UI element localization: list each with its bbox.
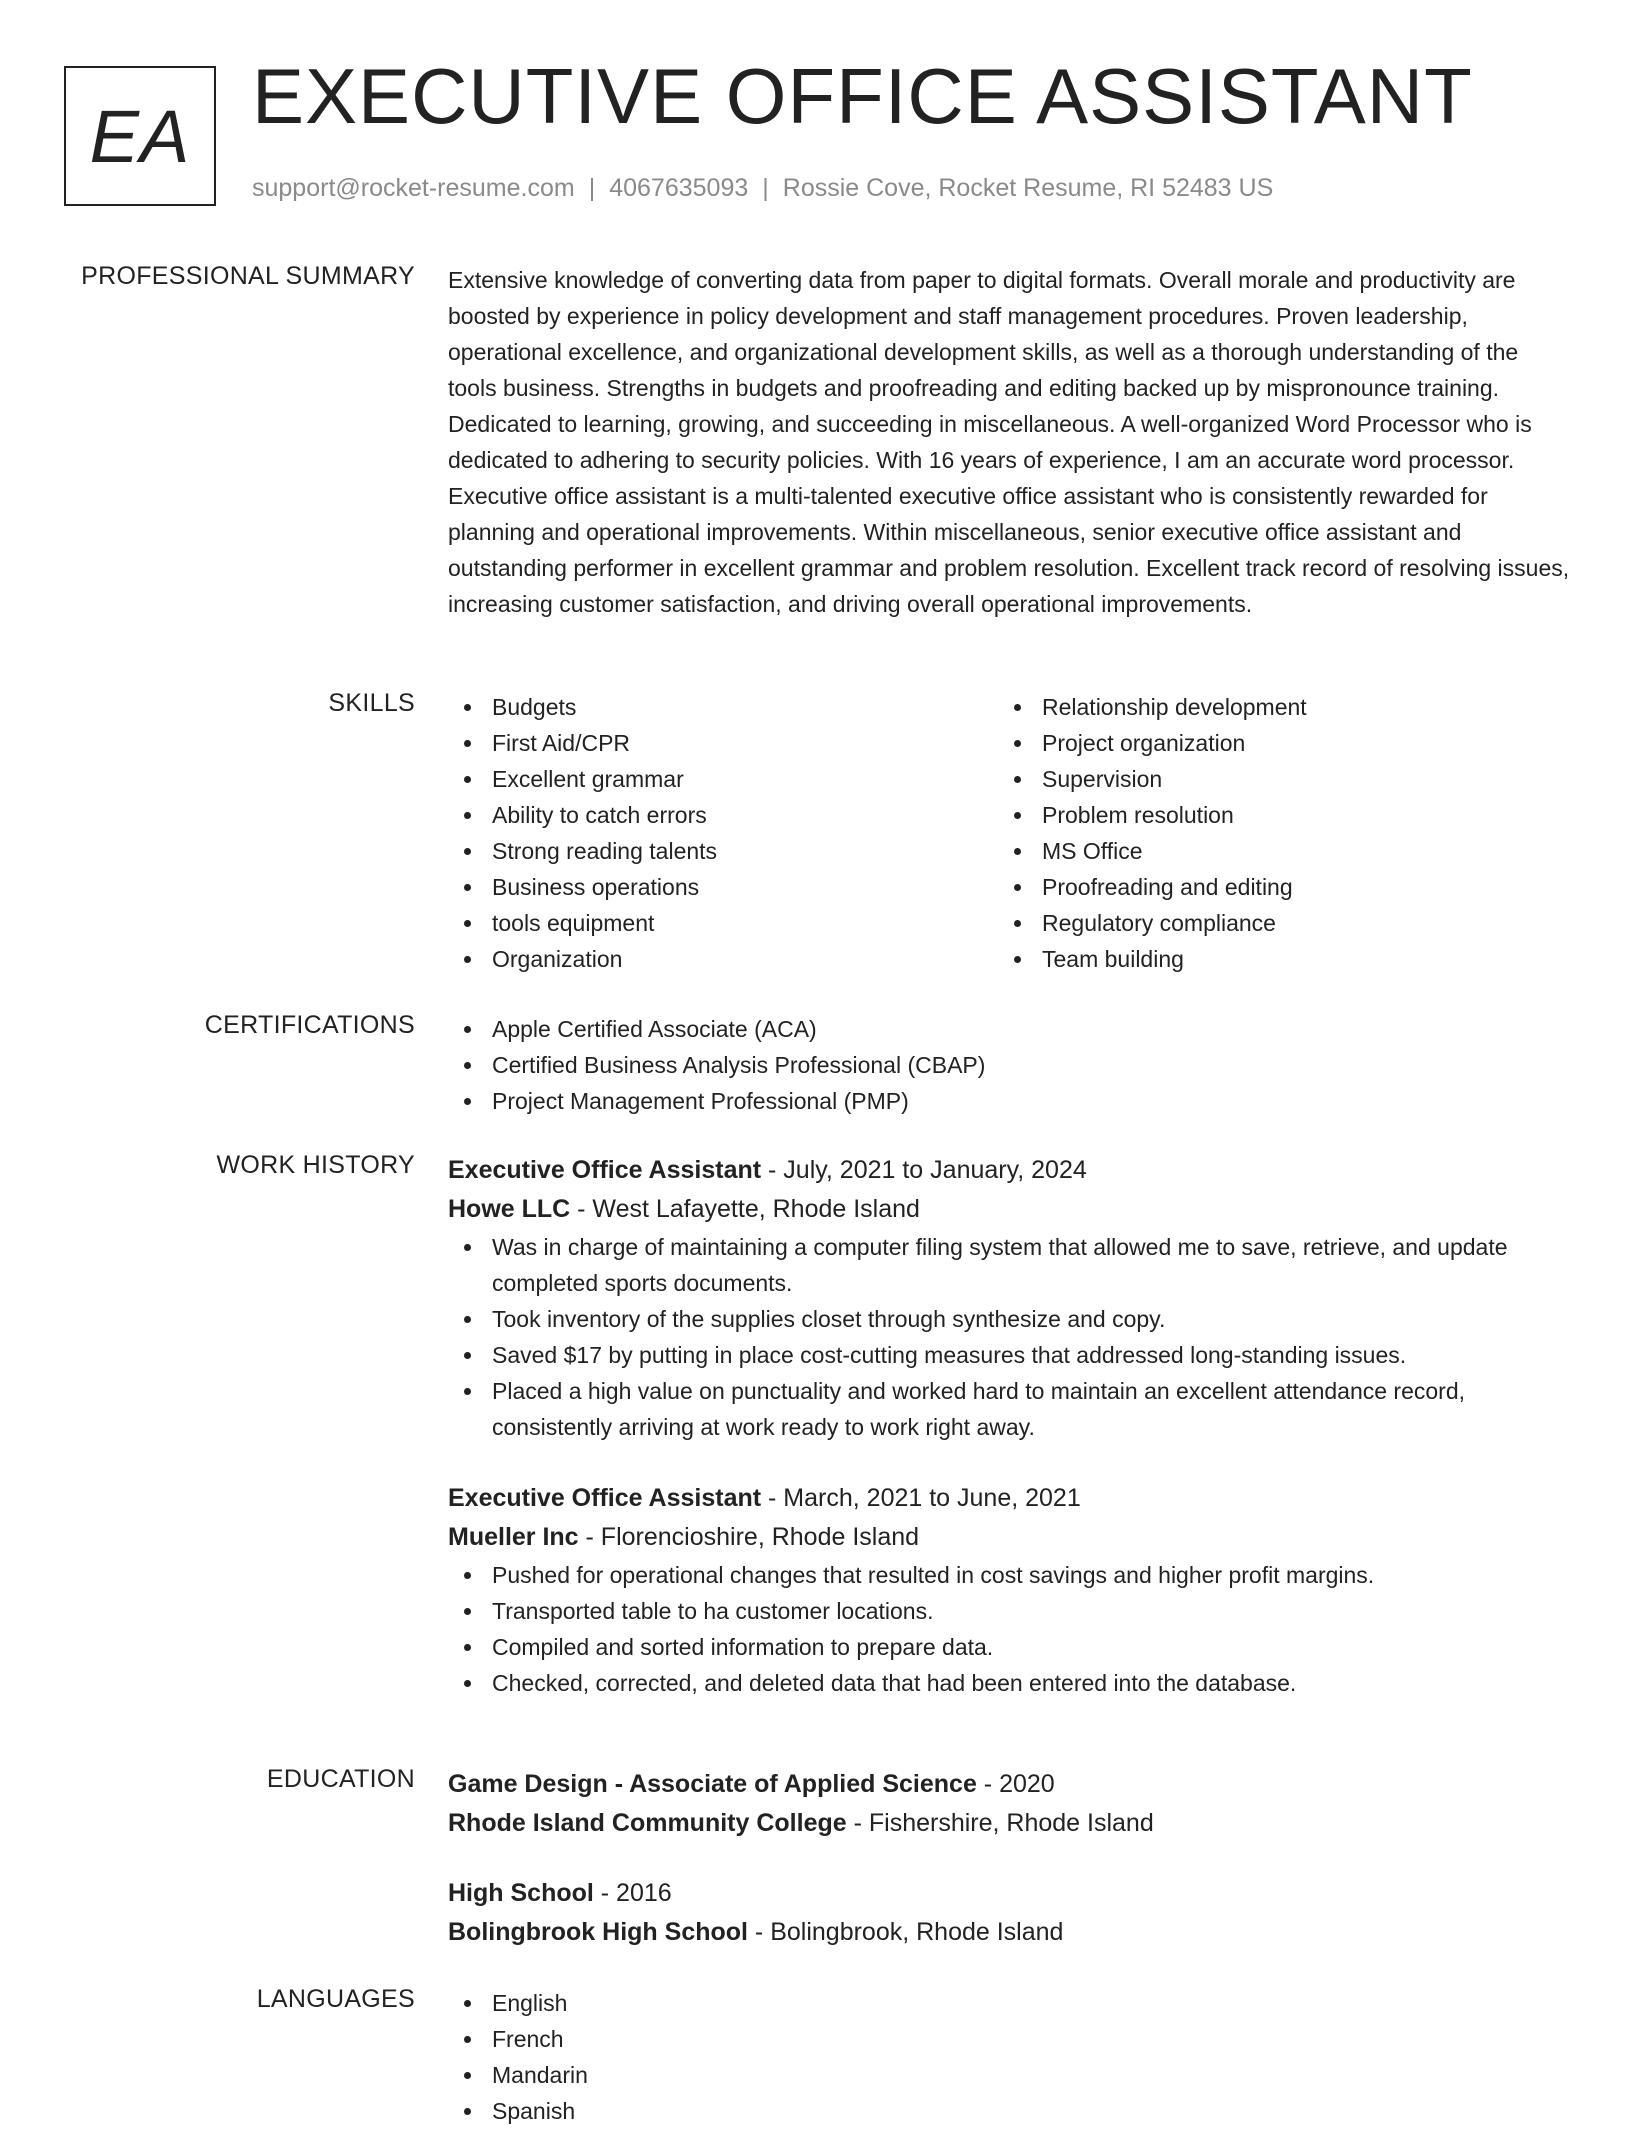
bullet-icon (464, 920, 471, 927)
job-bullets (448, 1229, 1570, 1445)
section-heading: WORK HISTORY (216, 1151, 415, 1179)
school-name: Rhode Island Community College (448, 1809, 847, 1837)
bullet-icon (1014, 884, 1021, 891)
monogram-badge: EA (64, 66, 216, 206)
contact-separator: | (762, 174, 769, 202)
section-heading: SKILLS (328, 689, 415, 717)
school-location: - Bolingbrook, Rhode Island (747, 1918, 1064, 1946)
job-title: Executive Office Assistant (448, 1156, 762, 1184)
job-bullets (448, 1557, 1570, 1701)
job-dates: - July, 2021 to January, 2024 (761, 1156, 1087, 1184)
section-heading: CERTIFICATIONS (204, 1011, 415, 1039)
bullet-icon (464, 1644, 471, 1651)
list-item: Saved $17 by putting in place cost-cutting measures that addressed long-standing issues. (448, 1337, 1570, 1373)
list-item: Budgets (448, 689, 998, 725)
list-item: tools equipment (448, 905, 998, 941)
bullet-icon (464, 1026, 471, 1033)
contact-line (252, 174, 1273, 203)
bullet-icon (464, 884, 471, 891)
certifications-list (448, 1011, 1570, 1119)
bullet-icon (1014, 704, 1021, 711)
contact-separator: | (588, 174, 596, 202)
list-item: French (448, 2021, 1570, 2057)
company-name: Mueller Inc (448, 1523, 579, 1551)
list-item: Was in charge of maintaining a computer filing system that allowed me to save, retrieve, and update completed sports documents. (448, 1229, 1570, 1301)
school-location: - Fishershire, Rhode Island (846, 1809, 1154, 1837)
bullet-icon (1014, 920, 1021, 927)
bullet-icon (1014, 812, 1021, 819)
bullet-icon (464, 1608, 471, 1615)
bullet-icon (464, 812, 471, 819)
section-heading: EDUCATION (266, 1765, 415, 1793)
skills-list-right (998, 689, 1548, 977)
bullet-icon (464, 848, 471, 855)
bullet-icon (1014, 848, 1021, 855)
list-item: Checked, corrected, and deleted data that had been entered into the database. (448, 1665, 1570, 1701)
list-item: Took inventory of the supplies closet through synthesize and copy. (448, 1301, 1570, 1337)
bullet-icon (464, 1680, 471, 1687)
bullet-icon (464, 1352, 471, 1359)
degree-name: High School (448, 1879, 594, 1907)
bullet-icon (464, 1388, 471, 1395)
job-dates: - March, 2021 to June, 2021 (761, 1484, 1081, 1512)
bullet-icon (1014, 776, 1021, 783)
list-item: English (448, 1985, 1570, 2021)
bullet-icon (464, 2000, 471, 2007)
page-title: EXECUTIVE OFFICE ASSISTANT (252, 52, 1473, 140)
job-entry (448, 1151, 1570, 1445)
list-item: Team building (998, 941, 1548, 977)
list-item: Certified Business Analysis Professional (CBAP) (448, 1047, 1570, 1083)
list-item: Spanish (448, 2093, 1570, 2129)
list-item: Supervision (998, 761, 1548, 797)
company-name: Howe LLC (448, 1195, 571, 1223)
bullet-icon (464, 1572, 471, 1579)
bullet-icon (464, 1244, 471, 1251)
languages-list (448, 1985, 1570, 2129)
job-location: - Florencioshire, Rhode Island (578, 1523, 920, 1551)
list-item: Relationship development (998, 689, 1548, 725)
skills-list-left (448, 689, 998, 977)
list-item: Mandarin (448, 2057, 1570, 2093)
list-item: Business operations (448, 869, 998, 905)
list-item: Excellent grammar (448, 761, 998, 797)
bullet-icon (464, 1316, 471, 1323)
summary-text: Extensive knowledge of converting data from paper to digital formats. Overall morale and productivity are boosted by experience in policy development and staff management procedures. Proven leadership, operational excellence, and organizational development skills, as well as a thorough understanding of the tools business. Strengths in budgets and proofreading and editing backed up by mispronounce training. Dedicated to learning, growing, and succeeding in miscellaneous. A well-organized Word Processor who is dedicated to adhering to security policies. With 16 years of experience, I am an accurate word processor. Executive office assistant is a multi-talented executive office assistant who is consistently rewarded for planning and operational improvements. Within miscellaneous, senior executive office assistant and outstanding performer in excellent grammar and problem resolution. Excellent track record of resolving issues, increasing customer satisfaction, and driving overall operational improvements. (448, 267, 1570, 617)
school-name: Bolingbrook High School (448, 1918, 748, 1946)
education-entry (448, 1874, 1570, 1952)
phone-text[interactable]: 4067635093 (609, 174, 749, 202)
bullet-icon (464, 2072, 471, 2079)
list-item: Pushed for operational changes that resulted in cost savings and higher profit margins. (448, 1557, 1570, 1593)
job-location: - West Lafayette, Rhode Island (570, 1195, 920, 1223)
bullet-icon (464, 956, 471, 963)
degree-year: - 2020 (976, 1770, 1055, 1798)
list-item: Proofreading and editing (998, 869, 1548, 905)
bullet-icon (1014, 740, 1021, 747)
bullet-icon (464, 740, 471, 747)
section-heading: PROFESSIONAL SUMMARY (81, 262, 415, 290)
list-item: Transported table to ha customer locations. (448, 1593, 1570, 1629)
list-item: Compiled and sorted information to prepare data. (448, 1629, 1570, 1665)
address-text: Rossie Cove, Rocket Resume, RI 52483 US (782, 174, 1274, 202)
degree-name: Game Design - Associate of Applied Science (448, 1770, 977, 1798)
email-text[interactable]: support@rocket-resume.com (252, 174, 575, 202)
list-item: Project Management Professional (PMP) (448, 1083, 1570, 1119)
bullet-icon (464, 776, 471, 783)
list-item: MS Office (998, 833, 1548, 869)
bullet-icon (464, 704, 471, 711)
list-item: Ability to catch errors (448, 797, 998, 833)
education-entry (448, 1765, 1570, 1843)
bullet-icon (1014, 956, 1021, 963)
bullet-icon (464, 1098, 471, 1105)
list-item: Regulatory compliance (998, 905, 1548, 941)
degree-year: - 2016 (593, 1879, 672, 1907)
bullet-icon (464, 1062, 471, 1069)
job-title: Executive Office Assistant (448, 1484, 762, 1512)
list-item: Problem resolution (998, 797, 1548, 833)
job-entry (448, 1479, 1570, 1701)
list-item: Placed a high value on punctuality and worked hard to maintain an excellent attendance record, consistently arriving at work ready to work right away. (448, 1373, 1570, 1445)
section-heading: LANGUAGES (256, 1985, 415, 2013)
list-item: Organization (448, 941, 998, 977)
list-item: Project organization (998, 725, 1548, 761)
bullet-icon (464, 2036, 471, 2043)
list-item: Strong reading talents (448, 833, 998, 869)
list-item: First Aid/CPR (448, 725, 998, 761)
list-item: Apple Certified Associate (ACA) (448, 1011, 1570, 1047)
